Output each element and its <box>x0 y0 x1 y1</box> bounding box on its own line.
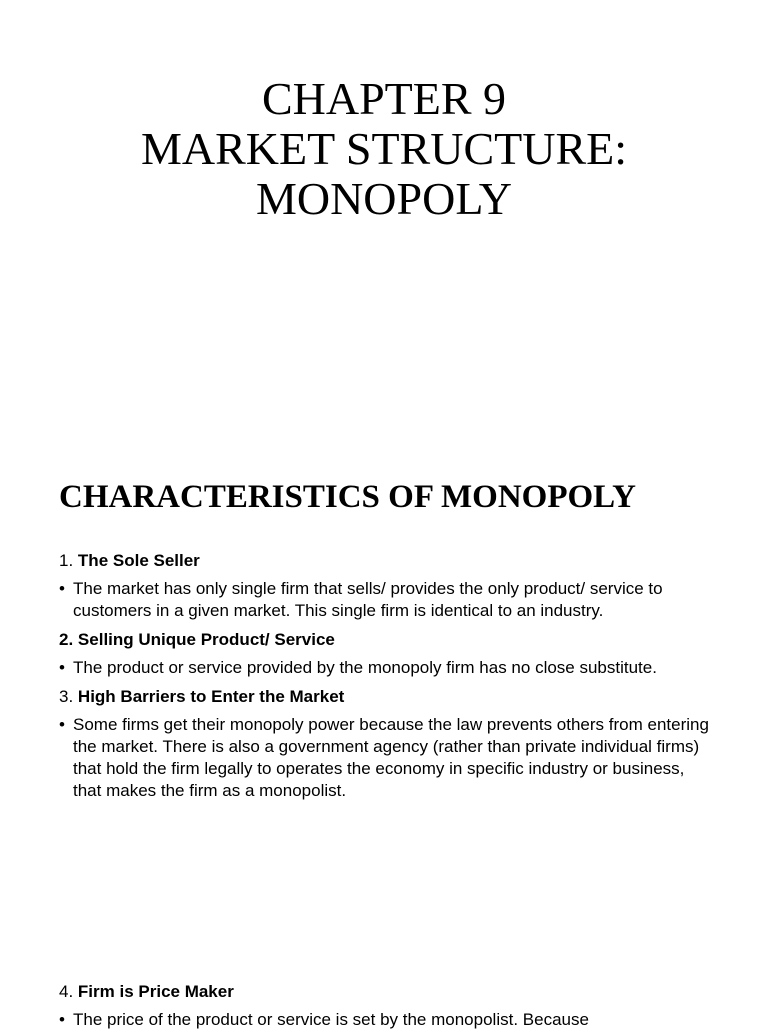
item-heading-1 <box>59 550 709 572</box>
item-title: Selling Unique Product/ Service <box>77 630 335 649</box>
chapter-title <box>0 74 768 224</box>
title-slide <box>0 0 768 430</box>
item-heading-4 <box>59 981 759 1003</box>
item-number: 2. <box>59 630 74 649</box>
section-heading: CHARACTERISTICS OF MONOPOLY <box>59 479 636 515</box>
bullet-icon: • <box>59 1010 65 1029</box>
bullet-item-3 <box>59 714 709 802</box>
item-title: The Sole Seller <box>77 551 200 570</box>
item-number: 4. <box>59 982 74 1001</box>
bullet-text: The product or service provided by the monopoly firm has no close substitute. <box>73 658 657 677</box>
item-title: Firm is Price Maker <box>77 982 234 1001</box>
bullet-text: The market has only single firm that sells/ provides the only product/ service to customers in a given market. This single firm is identical to an industry. <box>73 579 663 620</box>
item-heading-3 <box>59 686 709 708</box>
bullet-text: Some firms get their monopoly power because the law prevents others from entering the market. There is also a government agency (rather than private individual firms) that hold the firm legally to operates the economy in specific industry or business, that makes the firm as a monopolist. <box>73 715 709 800</box>
bullet-item-4 <box>59 1009 759 1031</box>
bullet-item-2 <box>59 657 709 679</box>
bullet-icon: • <box>59 658 65 677</box>
title-line-3: MONOPOLY <box>255 173 513 224</box>
title-line-1: CHAPTER 9 <box>261 73 507 124</box>
bullet-item-1 <box>59 578 709 622</box>
title-line-2: MARKET STRUCTURE: <box>140 123 628 174</box>
bullet-icon: • <box>59 715 65 734</box>
item-number: 3. <box>59 687 74 706</box>
characteristics-slide <box>0 430 768 1029</box>
characteristics-list <box>59 550 709 809</box>
item-number: 1. <box>59 551 74 570</box>
item-title: High Barriers to Enter the Market <box>77 687 345 706</box>
bullet-text: The price of the product or service is set by the monopolist. Because <box>73 1010 589 1029</box>
item-heading-2 <box>59 629 709 651</box>
bullet-icon: • <box>59 579 65 598</box>
